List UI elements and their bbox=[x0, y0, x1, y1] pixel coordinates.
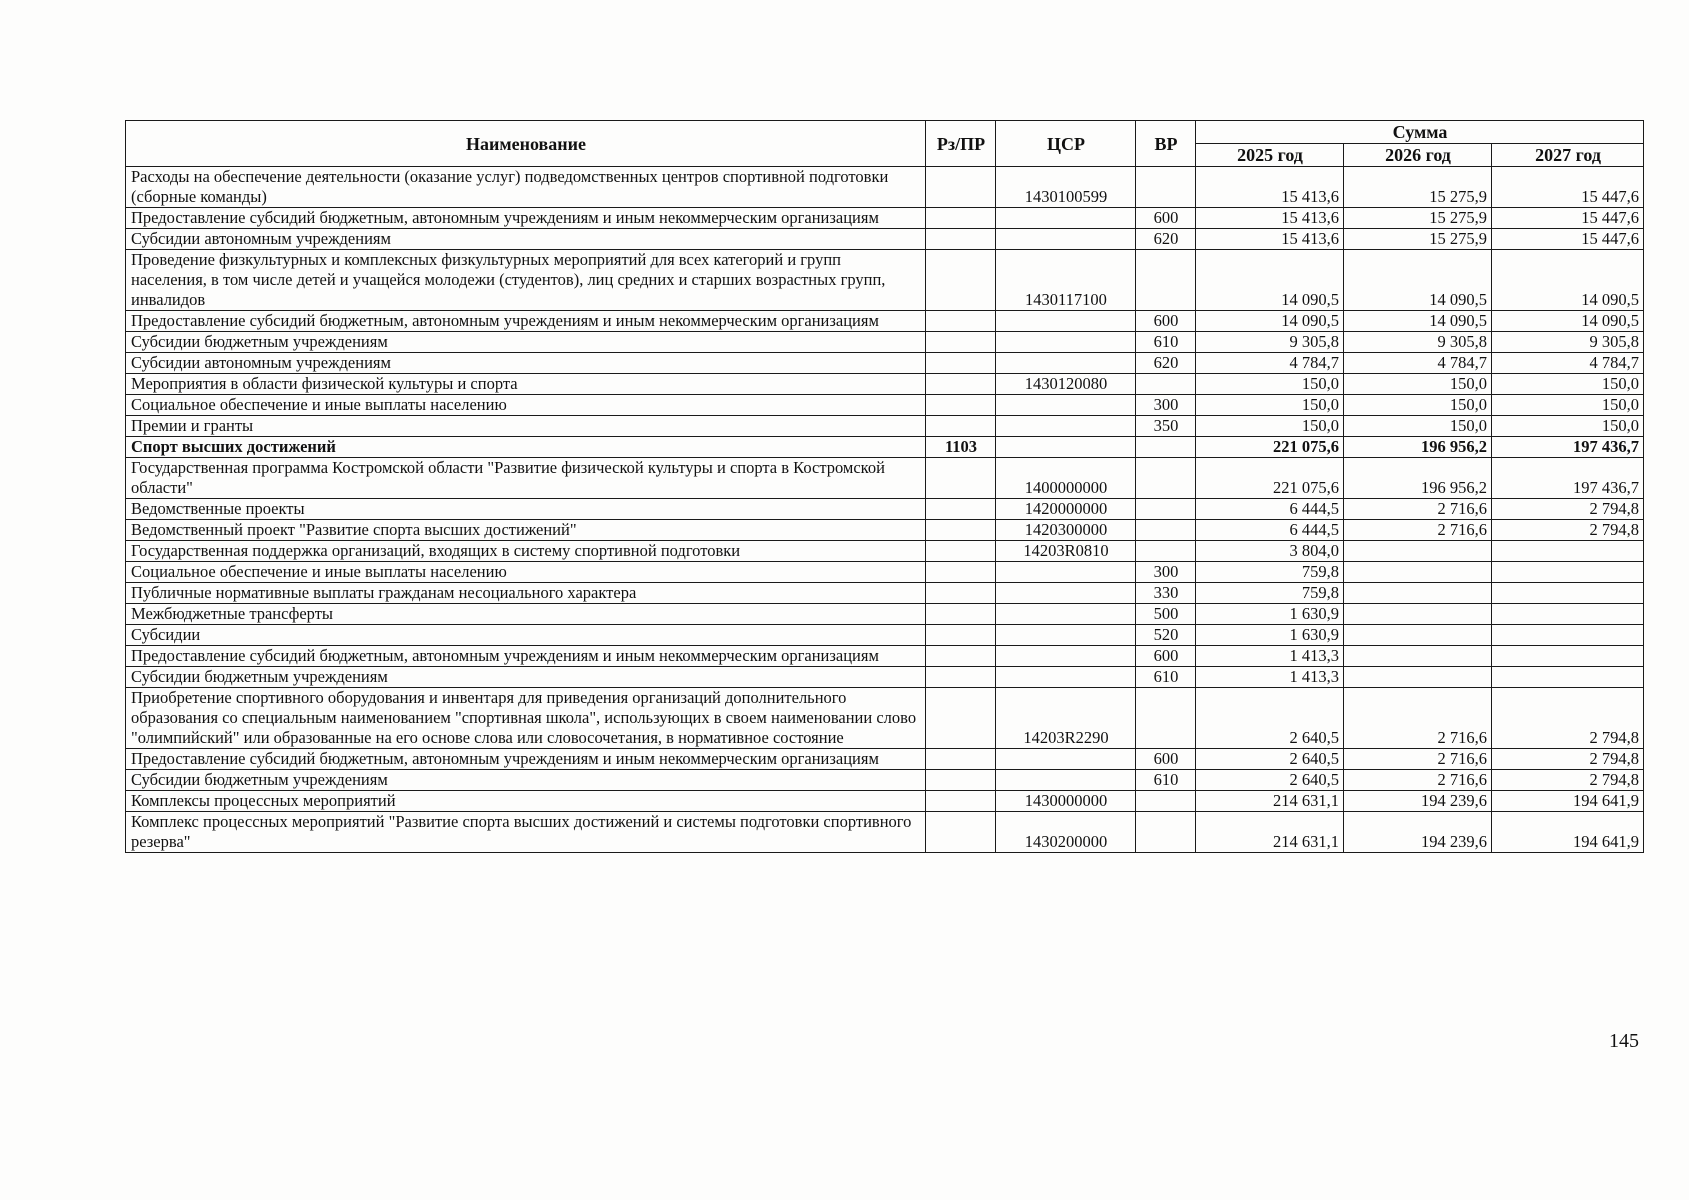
cell-2026: 15 275,9 bbox=[1344, 208, 1492, 229]
cell-2025: 6 444,5 bbox=[1196, 499, 1344, 520]
cell-name: Мероприятия в области физической культуры и спорта bbox=[126, 374, 926, 395]
cell-2025: 3 804,0 bbox=[1196, 541, 1344, 562]
table-row bbox=[126, 167, 1644, 208]
cell-2025: 221 075,6 bbox=[1196, 458, 1344, 499]
cell-csr bbox=[996, 604, 1136, 625]
cell-rzpr bbox=[926, 770, 996, 791]
cell-name: Государственная поддержка организаций, входящих в систему спортивной подготовки bbox=[126, 541, 926, 562]
cell-name: Премии и гранты bbox=[126, 416, 926, 437]
cell-2027: 2 794,8 bbox=[1492, 749, 1644, 770]
cell-2026 bbox=[1344, 646, 1492, 667]
cell-rzpr bbox=[926, 812, 996, 853]
cell-vr: 350 bbox=[1136, 416, 1196, 437]
cell-vr bbox=[1136, 812, 1196, 853]
cell-rzpr bbox=[926, 374, 996, 395]
cell-2026: 4 784,7 bbox=[1344, 353, 1492, 374]
cell-2026: 2 716,6 bbox=[1344, 499, 1492, 520]
cell-2027 bbox=[1492, 562, 1644, 583]
cell-2027: 2 794,8 bbox=[1492, 770, 1644, 791]
header-csr: ЦСР bbox=[996, 121, 1136, 167]
table-row bbox=[126, 625, 1644, 646]
cell-rzpr bbox=[926, 167, 996, 208]
cell-csr bbox=[996, 646, 1136, 667]
cell-2025: 214 631,1 bbox=[1196, 812, 1344, 853]
cell-name: Расходы на обеспечение деятельности (оказание услуг) подведомственных центров спортивной подготовки (сборные команды) bbox=[126, 167, 926, 208]
cell-name: Межбюджетные трансферты bbox=[126, 604, 926, 625]
cell-2025: 1 630,9 bbox=[1196, 625, 1344, 646]
table-row bbox=[126, 458, 1644, 499]
cell-rzpr bbox=[926, 416, 996, 437]
cell-2026: 194 239,6 bbox=[1344, 791, 1492, 812]
header-vr: ВР bbox=[1136, 121, 1196, 167]
cell-vr bbox=[1136, 437, 1196, 458]
cell-rzpr bbox=[926, 625, 996, 646]
cell-2026: 14 090,5 bbox=[1344, 250, 1492, 311]
cell-2026: 2 716,6 bbox=[1344, 749, 1492, 770]
cell-csr bbox=[996, 667, 1136, 688]
cell-name: Субсидии автономным учреждениям bbox=[126, 229, 926, 250]
cell-2025: 221 075,6 bbox=[1196, 437, 1344, 458]
cell-vr: 520 bbox=[1136, 625, 1196, 646]
table-row bbox=[126, 353, 1644, 374]
cell-vr bbox=[1136, 499, 1196, 520]
cell-vr: 500 bbox=[1136, 604, 1196, 625]
cell-name: Спорт высших достижений bbox=[126, 437, 926, 458]
cell-rzpr bbox=[926, 791, 996, 812]
table-row bbox=[126, 250, 1644, 311]
table-row bbox=[126, 541, 1644, 562]
cell-vr bbox=[1136, 541, 1196, 562]
cell-name: Предоставление субсидий бюджетным, автономным учреждениям и иным некоммерческим организациям bbox=[126, 646, 926, 667]
cell-name: Комплекс процессных мероприятий "Развитие спорта высших достижений и системы подготовки спортивного резерва" bbox=[126, 812, 926, 853]
cell-2026: 150,0 bbox=[1344, 374, 1492, 395]
cell-rzpr bbox=[926, 332, 996, 353]
cell-name: Ведомственный проект "Развитие спорта высших достижений" bbox=[126, 520, 926, 541]
cell-name: Субсидии автономным учреждениям bbox=[126, 353, 926, 374]
cell-rzpr: 1103 bbox=[926, 437, 996, 458]
cell-csr bbox=[996, 229, 1136, 250]
cell-2027: 9 305,8 bbox=[1492, 332, 1644, 353]
cell-rzpr bbox=[926, 688, 996, 749]
cell-rzpr bbox=[926, 229, 996, 250]
cell-name: Субсидии bbox=[126, 625, 926, 646]
cell-rzpr bbox=[926, 353, 996, 374]
cell-name: Проведение физкультурных и комплексных физкультурных мероприятий для всех категорий и групп населения, в том числе детей и учащейся молодежи (студентов), лиц средних и старших возрастных групп, инвалидов bbox=[126, 250, 926, 311]
cell-csr: 1430100599 bbox=[996, 167, 1136, 208]
cell-2027: 2 794,8 bbox=[1492, 688, 1644, 749]
cell-csr: 1430117100 bbox=[996, 250, 1136, 311]
cell-rzpr bbox=[926, 458, 996, 499]
cell-2025: 2 640,5 bbox=[1196, 749, 1344, 770]
header-year-2025: 2025 год bbox=[1196, 144, 1344, 167]
cell-2026: 2 716,6 bbox=[1344, 770, 1492, 791]
cell-2025: 15 413,6 bbox=[1196, 167, 1344, 208]
cell-2025: 1 630,9 bbox=[1196, 604, 1344, 625]
header-sum: Сумма bbox=[1196, 121, 1644, 144]
cell-csr bbox=[996, 395, 1136, 416]
cell-rzpr bbox=[926, 646, 996, 667]
cell-2025: 759,8 bbox=[1196, 583, 1344, 604]
cell-2027: 14 090,5 bbox=[1492, 250, 1644, 311]
cell-2026: 194 239,6 bbox=[1344, 812, 1492, 853]
table-row bbox=[126, 332, 1644, 353]
cell-vr: 600 bbox=[1136, 311, 1196, 332]
cell-2025: 15 413,6 bbox=[1196, 229, 1344, 250]
cell-2027: 194 641,9 bbox=[1492, 791, 1644, 812]
table-row bbox=[126, 208, 1644, 229]
cell-2026: 150,0 bbox=[1344, 395, 1492, 416]
cell-2026: 15 275,9 bbox=[1344, 167, 1492, 208]
header-rzpr: Рз/ПР bbox=[926, 121, 996, 167]
cell-2025: 6 444,5 bbox=[1196, 520, 1344, 541]
cell-2027: 2 794,8 bbox=[1492, 520, 1644, 541]
cell-csr bbox=[996, 416, 1136, 437]
cell-2027: 15 447,6 bbox=[1492, 208, 1644, 229]
cell-2027 bbox=[1492, 646, 1644, 667]
cell-2025: 2 640,5 bbox=[1196, 688, 1344, 749]
cell-name: Государственная программа Костромской области "Развитие физической культуры и спорта в Костромской области" bbox=[126, 458, 926, 499]
cell-csr: 1420300000 bbox=[996, 520, 1136, 541]
cell-rzpr bbox=[926, 667, 996, 688]
cell-2026 bbox=[1344, 583, 1492, 604]
cell-2027: 194 641,9 bbox=[1492, 812, 1644, 853]
cell-2027: 197 436,7 bbox=[1492, 437, 1644, 458]
cell-name: Предоставление субсидий бюджетным, автономным учреждениям и иным некоммерческим организациям bbox=[126, 208, 926, 229]
cell-2027 bbox=[1492, 583, 1644, 604]
cell-vr: 620 bbox=[1136, 353, 1196, 374]
cell-2025: 9 305,8 bbox=[1196, 332, 1344, 353]
table-body bbox=[126, 167, 1644, 853]
table-row bbox=[126, 562, 1644, 583]
page-number: 145 bbox=[1609, 1030, 1639, 1052]
cell-rzpr bbox=[926, 311, 996, 332]
header-name: Наименование bbox=[126, 121, 926, 167]
cell-csr bbox=[996, 770, 1136, 791]
header-year-2026: 2026 год bbox=[1344, 144, 1492, 167]
cell-2027: 150,0 bbox=[1492, 416, 1644, 437]
cell-2025: 1 413,3 bbox=[1196, 646, 1344, 667]
cell-name: Субсидии бюджетным учреждениям bbox=[126, 667, 926, 688]
table-header bbox=[126, 121, 1644, 167]
cell-2027: 2 794,8 bbox=[1492, 499, 1644, 520]
cell-name: Ведомственные проекты bbox=[126, 499, 926, 520]
cell-csr bbox=[996, 208, 1136, 229]
cell-rzpr bbox=[926, 749, 996, 770]
cell-vr: 610 bbox=[1136, 667, 1196, 688]
cell-2025: 150,0 bbox=[1196, 395, 1344, 416]
cell-name: Предоставление субсидий бюджетным, автономным учреждениям и иным некоммерческим организациям bbox=[126, 311, 926, 332]
cell-csr: 1420000000 bbox=[996, 499, 1136, 520]
cell-2026 bbox=[1344, 625, 1492, 646]
cell-name: Предоставление субсидий бюджетным, автономным учреждениям и иным некоммерческим организациям bbox=[126, 749, 926, 770]
cell-name: Социальное обеспечение и иные выплаты населению bbox=[126, 395, 926, 416]
table-row bbox=[126, 791, 1644, 812]
cell-vr bbox=[1136, 167, 1196, 208]
table-row bbox=[126, 416, 1644, 437]
cell-rzpr bbox=[926, 604, 996, 625]
table-row bbox=[126, 646, 1644, 667]
cell-vr: 600 bbox=[1136, 749, 1196, 770]
table-row bbox=[126, 499, 1644, 520]
table-row bbox=[126, 604, 1644, 625]
cell-vr: 600 bbox=[1136, 208, 1196, 229]
table-row bbox=[126, 229, 1644, 250]
cell-2026: 15 275,9 bbox=[1344, 229, 1492, 250]
cell-csr: 1430000000 bbox=[996, 791, 1136, 812]
cell-vr bbox=[1136, 791, 1196, 812]
cell-2026: 150,0 bbox=[1344, 416, 1492, 437]
cell-vr bbox=[1136, 458, 1196, 499]
cell-vr bbox=[1136, 250, 1196, 311]
cell-2025: 2 640,5 bbox=[1196, 770, 1344, 791]
cell-csr: 1430200000 bbox=[996, 812, 1136, 853]
cell-csr bbox=[996, 311, 1136, 332]
cell-2026: 14 090,5 bbox=[1344, 311, 1492, 332]
cell-2026 bbox=[1344, 667, 1492, 688]
cell-rzpr bbox=[926, 395, 996, 416]
cell-2025: 214 631,1 bbox=[1196, 791, 1344, 812]
cell-2027: 14 090,5 bbox=[1492, 311, 1644, 332]
table-row bbox=[126, 437, 1644, 458]
cell-csr bbox=[996, 332, 1136, 353]
cell-2026: 9 305,8 bbox=[1344, 332, 1492, 353]
cell-2027 bbox=[1492, 541, 1644, 562]
table-row bbox=[126, 688, 1644, 749]
cell-2026: 196 956,2 bbox=[1344, 437, 1492, 458]
table-row bbox=[126, 374, 1644, 395]
cell-2026 bbox=[1344, 562, 1492, 583]
cell-2027: 4 784,7 bbox=[1492, 353, 1644, 374]
cell-csr bbox=[996, 625, 1136, 646]
cell-2026 bbox=[1344, 541, 1492, 562]
cell-csr bbox=[996, 437, 1136, 458]
cell-2025: 150,0 bbox=[1196, 374, 1344, 395]
cell-name: Субсидии бюджетным учреждениям bbox=[126, 332, 926, 353]
cell-2027 bbox=[1492, 625, 1644, 646]
table-row bbox=[126, 667, 1644, 688]
cell-2026: 196 956,2 bbox=[1344, 458, 1492, 499]
cell-2027 bbox=[1492, 667, 1644, 688]
cell-vr bbox=[1136, 374, 1196, 395]
cell-2026 bbox=[1344, 604, 1492, 625]
cell-2027: 15 447,6 bbox=[1492, 229, 1644, 250]
table-row bbox=[126, 395, 1644, 416]
cell-vr: 620 bbox=[1136, 229, 1196, 250]
cell-2025: 14 090,5 bbox=[1196, 250, 1344, 311]
cell-2027: 150,0 bbox=[1492, 374, 1644, 395]
cell-2027 bbox=[1492, 604, 1644, 625]
header-year-2027: 2027 год bbox=[1492, 144, 1644, 167]
cell-2025: 759,8 bbox=[1196, 562, 1344, 583]
cell-vr bbox=[1136, 520, 1196, 541]
cell-rzpr bbox=[926, 208, 996, 229]
cell-name: Комплексы процессных мероприятий bbox=[126, 791, 926, 812]
cell-csr bbox=[996, 353, 1136, 374]
cell-csr: 14203R0810 bbox=[996, 541, 1136, 562]
cell-2025: 15 413,6 bbox=[1196, 208, 1344, 229]
cell-vr: 300 bbox=[1136, 395, 1196, 416]
cell-rzpr bbox=[926, 520, 996, 541]
cell-csr bbox=[996, 583, 1136, 604]
cell-vr: 330 bbox=[1136, 583, 1196, 604]
cell-name: Субсидии бюджетным учреждениям bbox=[126, 770, 926, 791]
cell-2027: 15 447,6 bbox=[1492, 167, 1644, 208]
cell-vr: 610 bbox=[1136, 770, 1196, 791]
table-row bbox=[126, 770, 1644, 791]
cell-2026: 2 716,6 bbox=[1344, 520, 1492, 541]
cell-2027: 197 436,7 bbox=[1492, 458, 1644, 499]
cell-csr bbox=[996, 562, 1136, 583]
table-row bbox=[126, 749, 1644, 770]
cell-2025: 14 090,5 bbox=[1196, 311, 1344, 332]
cell-2027: 150,0 bbox=[1492, 395, 1644, 416]
cell-csr: 14203R2290 bbox=[996, 688, 1136, 749]
budget-table bbox=[125, 120, 1644, 853]
cell-vr bbox=[1136, 688, 1196, 749]
cell-vr: 600 bbox=[1136, 646, 1196, 667]
cell-2026: 2 716,6 bbox=[1344, 688, 1492, 749]
cell-csr: 1400000000 bbox=[996, 458, 1136, 499]
table-row bbox=[126, 520, 1644, 541]
table-row bbox=[126, 311, 1644, 332]
cell-name: Приобретение спортивного оборудования и инвентаря для приведения организаций дополнительного образования со специальным наименованием "спортивная школа", использующих в своем наименовании слово "олимпийский" или образованные на его основе слова или словосочетания, в нормативное состояние bbox=[126, 688, 926, 749]
cell-2025: 150,0 bbox=[1196, 416, 1344, 437]
cell-vr: 610 bbox=[1136, 332, 1196, 353]
cell-csr: 1430120080 bbox=[996, 374, 1136, 395]
cell-rzpr bbox=[926, 250, 996, 311]
cell-name: Публичные нормативные выплаты гражданам несоциального характера bbox=[126, 583, 926, 604]
cell-name: Социальное обеспечение и иные выплаты населению bbox=[126, 562, 926, 583]
table-row bbox=[126, 812, 1644, 853]
cell-rzpr bbox=[926, 541, 996, 562]
cell-2025: 4 784,7 bbox=[1196, 353, 1344, 374]
cell-vr: 300 bbox=[1136, 562, 1196, 583]
table-row bbox=[126, 583, 1644, 604]
cell-rzpr bbox=[926, 583, 996, 604]
cell-csr bbox=[996, 749, 1136, 770]
cell-rzpr bbox=[926, 562, 996, 583]
cell-2025: 1 413,3 bbox=[1196, 667, 1344, 688]
cell-rzpr bbox=[926, 499, 996, 520]
